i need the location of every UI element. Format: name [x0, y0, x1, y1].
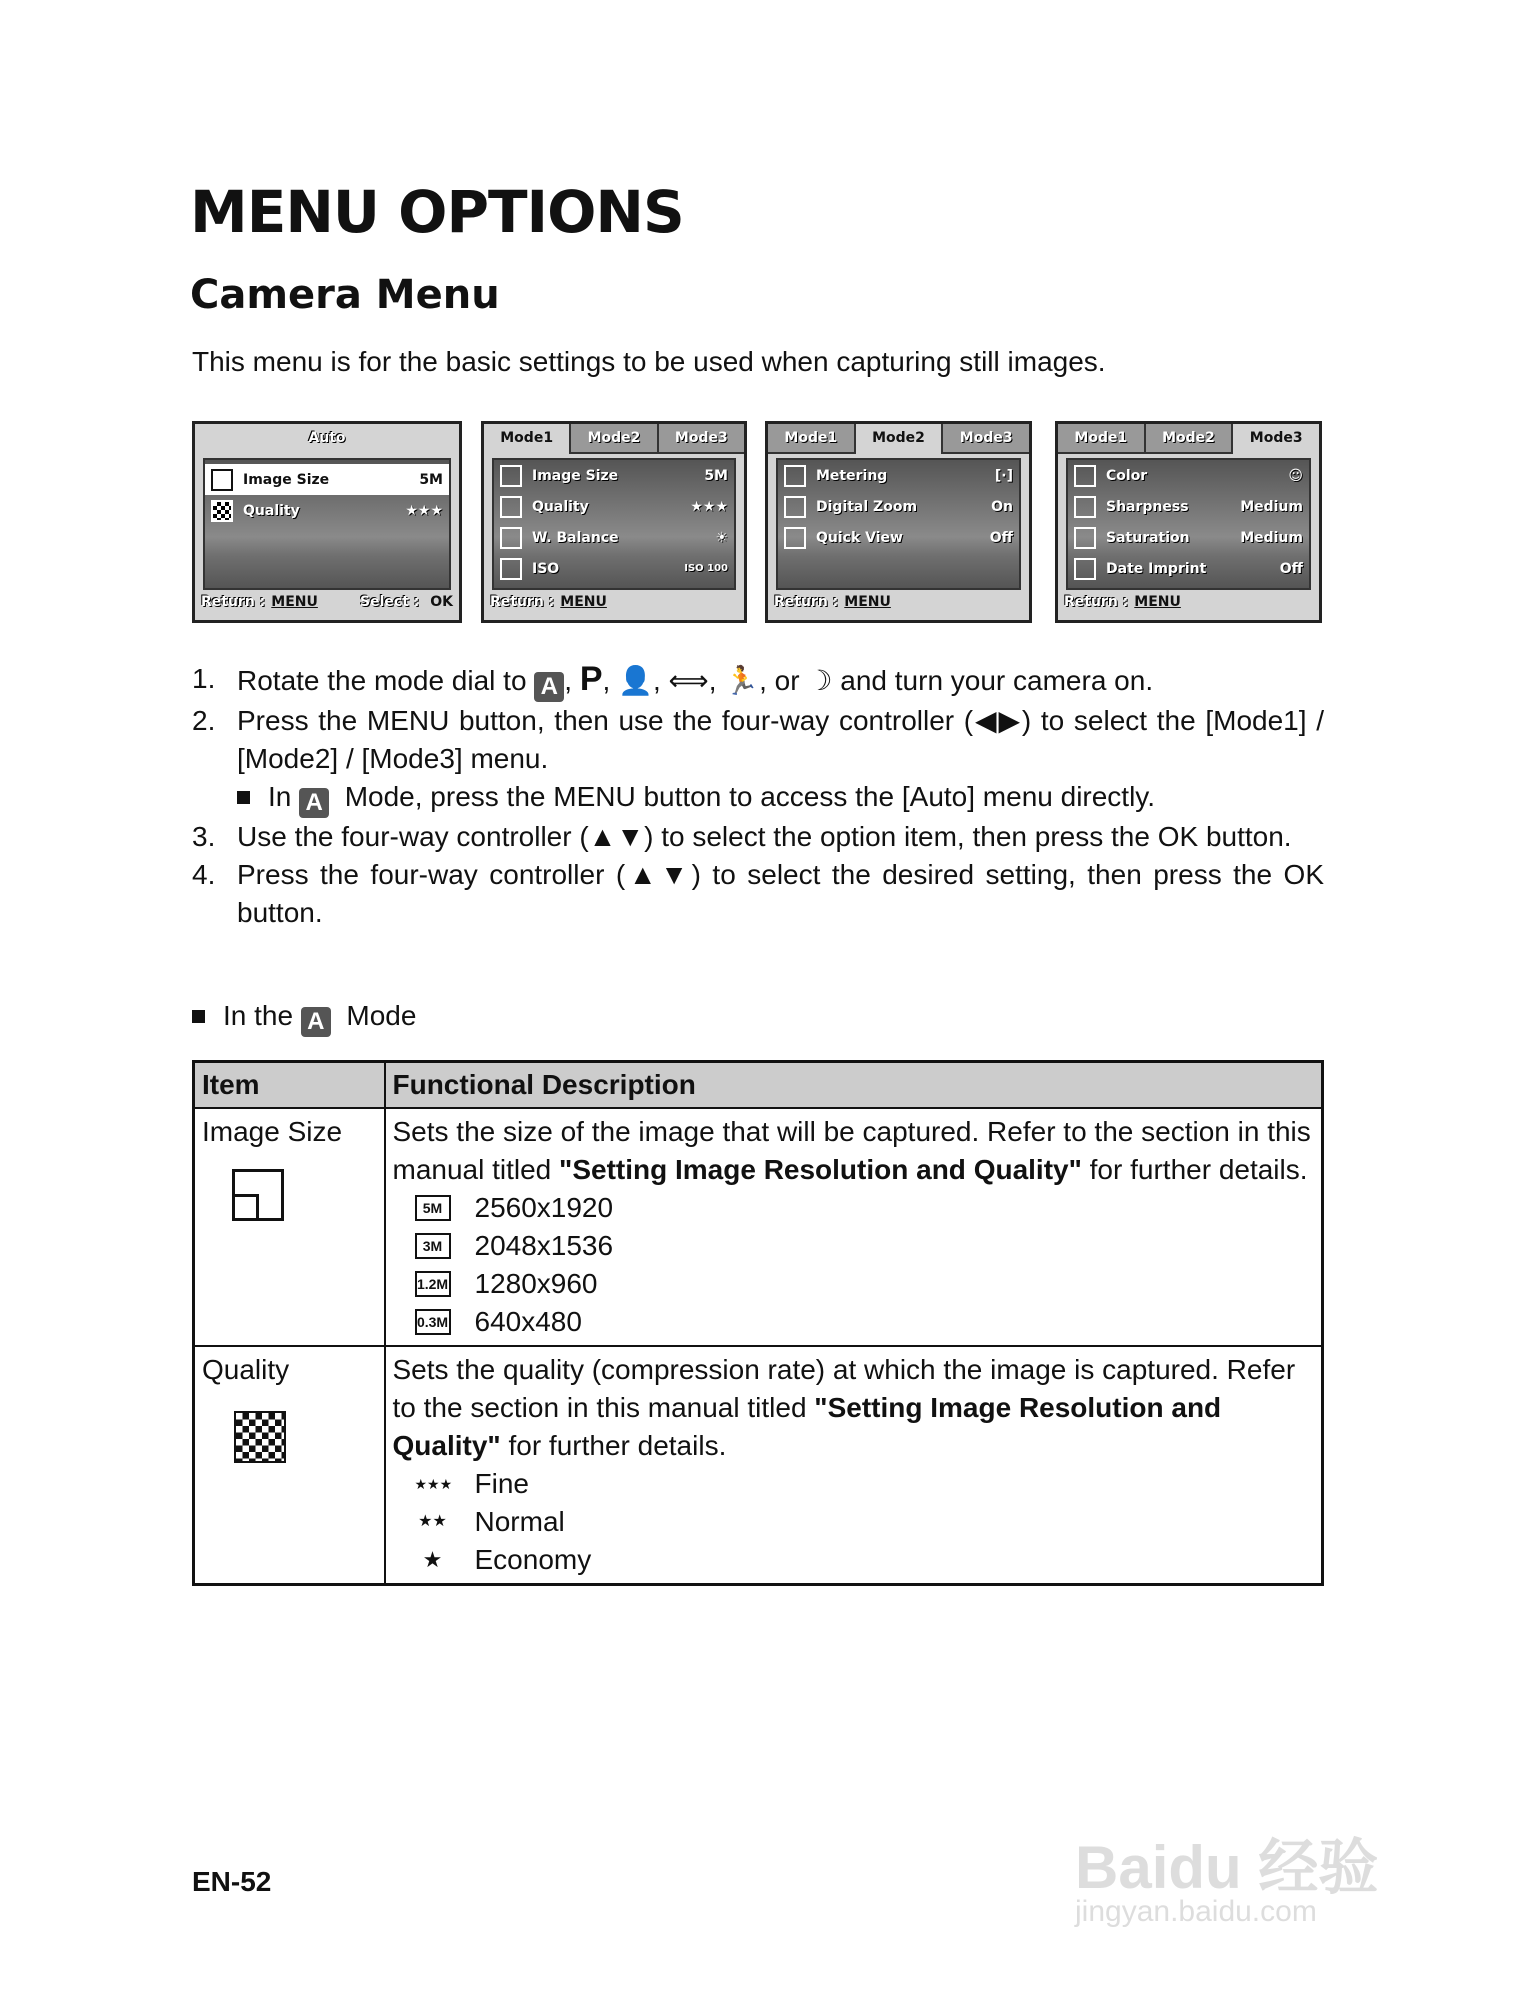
- option-item: 5M 2560x1920: [393, 1189, 1315, 1227]
- option-item: ★ Economy: [393, 1541, 1315, 1579]
- menu-options-table: [192, 1060, 1324, 1586]
- night-icon: ☽: [807, 665, 833, 696]
- menu-row: Sharpness Medium: [1074, 491, 1303, 522]
- fine-stars-icon: ★★★: [414, 1475, 453, 1492]
- return-hint: Return : MENU: [490, 594, 607, 610]
- menu-row: Quality ★★★: [500, 491, 728, 522]
- saturation-icon: [1074, 527, 1096, 549]
- option-item: ★★★ Fine: [393, 1465, 1315, 1503]
- instruction-steps: [192, 660, 1324, 932]
- tab-mode3: Mode3: [943, 424, 1029, 454]
- mode3-menu-screen: [1055, 421, 1322, 623]
- return-hint: Return : MENU: [774, 594, 891, 610]
- menu-row: Color ☺: [1074, 460, 1303, 491]
- step-2-note: In A Mode, press the MENU button to access the [Auto] menu directly.: [192, 778, 1324, 818]
- menu-row: Saturation Medium: [1074, 522, 1303, 553]
- auto-menu-screen: [192, 421, 462, 623]
- auto-mode-icon: A: [534, 672, 564, 702]
- tab-mode2: Mode2: [571, 424, 658, 454]
- portrait-icon: 👤: [618, 665, 653, 696]
- mode1-menu-screen: [481, 421, 747, 623]
- menu-row-image-size: Image Size 5M: [205, 464, 449, 495]
- zoom-icon: [784, 496, 806, 518]
- tab-mode3: Mode3: [1233, 424, 1319, 454]
- tab-mode3: Mode3: [659, 424, 744, 454]
- option-item: 0.3M 640x480: [393, 1303, 1315, 1341]
- screen-header: Auto: [308, 430, 346, 446]
- column-header-item: Item: [194, 1062, 385, 1108]
- option-item: ★★ Normal: [393, 1503, 1315, 1541]
- section-title: Camera Menu: [190, 272, 500, 318]
- tab-mode2: Mode2: [1146, 424, 1234, 454]
- page-title: MENU OPTIONS: [190, 178, 684, 246]
- tab-mode1: Mode1: [484, 424, 571, 454]
- auto-mode-icon: A: [301, 1007, 331, 1037]
- date-imprint-icon: [1074, 558, 1096, 580]
- iso-icon: [500, 558, 522, 580]
- step-2: 2. Press the MENU button, then use the four-way controller (◀▶) to select the [Mode1] / [Mode2] / [Mode3] menu.: [192, 705, 1324, 774]
- option-item: 3M 2048x1536: [393, 1227, 1315, 1265]
- tab-mode1: Mode1: [768, 424, 856, 454]
- tab-mode1: Mode1: [1058, 424, 1146, 454]
- bullet-icon: [192, 1010, 205, 1023]
- quality-icon: [211, 500, 233, 522]
- step-1: 1. Rotate the mode dial to A , P, 👤, ⟺, 🏃, or ☽ and turn your camera on.: [192, 660, 1154, 700]
- image-size-icon: [500, 465, 522, 487]
- quick-view-icon: [784, 527, 806, 549]
- bullet-icon: [237, 791, 250, 804]
- return-hint: Return : MENU: [201, 594, 318, 610]
- select-hint: Select : OK: [360, 594, 453, 610]
- resolution-0-3m-icon: 0.3M: [415, 1309, 451, 1335]
- intro-text: This menu is for the basic settings to be used when capturing still images.: [192, 346, 1106, 377]
- color-icon: [1074, 465, 1096, 487]
- sharpness-icon: [1074, 496, 1096, 518]
- resolution-1-2m-icon: 1.2M: [415, 1271, 451, 1297]
- tab-mode2: Mode2: [856, 424, 944, 454]
- image-size-icon: [232, 1169, 284, 1221]
- quality-icon: [234, 1411, 286, 1463]
- option-item: 1.2M 1280x960: [393, 1265, 1315, 1303]
- auto-mode-icon: A: [299, 788, 329, 818]
- menu-row: ISO ISO 100: [500, 553, 728, 584]
- watermark-logo: Baidu 经验: [1075, 1834, 1379, 1901]
- watermark-url: jingyan.baidu.com: [1075, 1895, 1317, 1928]
- quality-icon: [500, 496, 522, 518]
- menu-row: Metering [·]: [784, 460, 1013, 491]
- step-4: 4. Press the four-way controller (▲▼) to select the desired setting, then press the OK button.: [192, 859, 1324, 928]
- mode-subheading: In the A Mode: [192, 1000, 416, 1037]
- white-balance-icon: [500, 527, 522, 549]
- table-row-quality: Quality Sets the quality (compression rate) at which the image is captured. Refer to the section in this manual titled "Setting Image Resolution and Quality" for further details. ★★★ Fine ★★ Normal ★ Economy: [194, 1346, 1323, 1585]
- menu-row: Quick View Off: [784, 522, 1013, 553]
- menu-row: Image Size 5M: [500, 460, 728, 491]
- step-3: 3. Use the four-way controller (▲▼) to select the option item, then press the OK button.: [192, 821, 1292, 852]
- mode2-menu-screen: [765, 421, 1032, 623]
- table-row-image-size: Image Size Sets the size of the image that will be captured. Refer to the section in this manual titled "Setting Image Resolution and Quality" for further details. 5M 2560x1920 3M 2048x1536 1.2M 1280x960 0.3M 640x480: [194, 1108, 1323, 1346]
- normal-stars-icon: ★★: [418, 1512, 447, 1530]
- panorama-icon: ⟺: [668, 665, 709, 696]
- resolution-3m-icon: 3M: [415, 1233, 451, 1259]
- metering-icon: [784, 465, 806, 487]
- resolution-5m-icon: 5M: [415, 1195, 451, 1221]
- column-header-description: Functional Description: [385, 1062, 1323, 1108]
- menu-row: Digital Zoom On: [784, 491, 1013, 522]
- return-hint: Return : MENU: [1064, 594, 1181, 610]
- menu-row: Date Imprint Off: [1074, 553, 1303, 584]
- menu-row-quality: Quality ★★★: [211, 495, 443, 526]
- economy-star-icon: ★: [422, 1546, 443, 1572]
- program-mode-icon: P: [579, 660, 603, 698]
- image-size-icon: [211, 469, 233, 491]
- page-number: EN-52: [192, 1866, 272, 1897]
- menu-row: W. Balance ☀: [500, 522, 728, 553]
- sports-icon: 🏃: [724, 665, 760, 696]
